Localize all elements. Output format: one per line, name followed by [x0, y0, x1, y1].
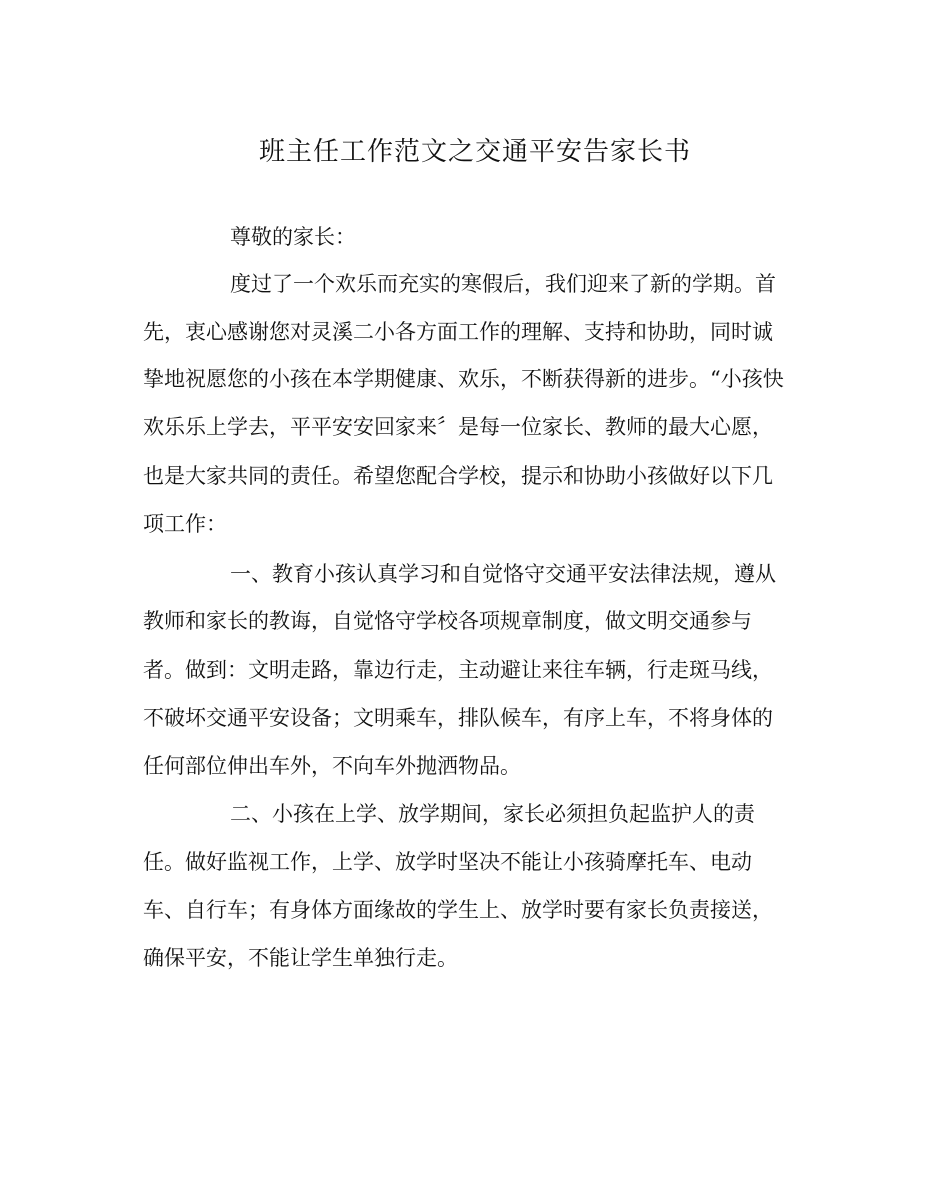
paragraph-line: 一、教育小孩认真学习和自觉恪守交通平安法律法规，遵从 [230, 562, 776, 586]
paragraph-line: 任何部位伸出车外，不向车外抛洒物品。 [143, 754, 521, 778]
paragraph-line: 也是大家共同的责任。希望您配合学校，提示和协助小孩做好以下几 [143, 464, 773, 488]
paragraph-line: 二、小孩在上学、放学期间，家长必须担负起监护人的责 [230, 802, 755, 826]
paragraph-line: 欢乐乐上学去，平平安安回家来〞是每一位家长、教师的最大心愿， [143, 415, 773, 439]
paragraph-line: 度过了一个欢乐而充实的寒假后，我们迎来了新的学期。首 [230, 272, 776, 296]
paragraph-line: 者。做到：文明走路，靠边行走，主动避让来往车辆，行走斑马线， [143, 658, 773, 682]
paragraph-line: 先，衷心感谢您对灵溪二小各方面工作的理解、支持和协助，同时诚 [143, 320, 773, 344]
paragraph-line: 不破坏交通平安设备；文明乘车，排队候车，有序上车，不将身体的 [143, 706, 773, 730]
paragraph-line: 车、自行车；有身体方面缘故的学生上、放学时要有家长负责接送， [143, 898, 773, 922]
paragraph-line: 项工作： [143, 512, 227, 536]
paragraph-line: 教师和家长的教诲，自觉恪守学校各项规章制度，做文明交通参与 [143, 609, 752, 633]
document-title: 班主任工作范文之交通平安告家长书 [258, 137, 691, 167]
salutation: 尊敬的家长： [230, 225, 356, 249]
paragraph-line: 确保平安，不能让学生单独行走。 [143, 946, 458, 970]
paragraph-line: 任。做好监视工作，上学、放学时坚决不能让小孩骑摩托车、电动 [143, 850, 752, 874]
paragraph-line: 挚地祝愿您的小孩在本学期健康、欢乐，不断获得新的进步。“小孩快 [143, 367, 784, 391]
